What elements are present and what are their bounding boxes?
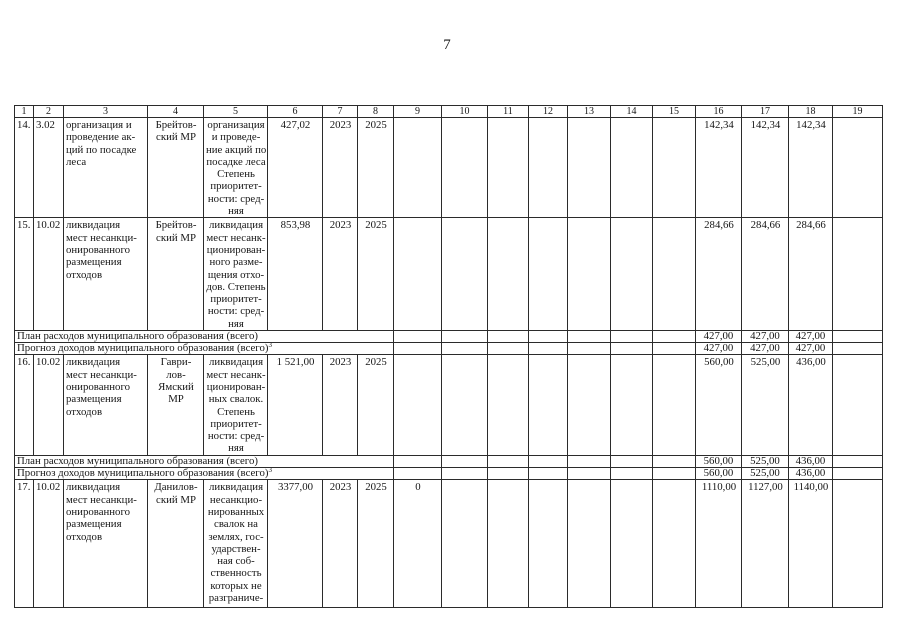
empty-cell xyxy=(394,355,442,456)
empty-cell xyxy=(394,343,442,355)
empty-cell xyxy=(611,468,653,480)
amount-cell: 560,00 xyxy=(696,468,742,480)
row-number-cell: 14. xyxy=(15,118,34,218)
empty-cell xyxy=(529,355,568,456)
footnote-mark: 3 xyxy=(268,467,272,475)
column-header-1: 1 xyxy=(15,106,34,118)
summary-row xyxy=(15,343,883,355)
data-table xyxy=(14,105,883,608)
amount-cell: 436,00 xyxy=(789,468,833,480)
empty-cell xyxy=(653,343,696,355)
summary-label-cell xyxy=(15,343,394,355)
header-row xyxy=(15,106,883,118)
empty-cell xyxy=(833,456,883,468)
empty-cell xyxy=(653,355,696,456)
empty-cell xyxy=(611,355,653,456)
amount-cell: 560,00 xyxy=(696,355,742,456)
empty-cell xyxy=(611,331,653,343)
table-row xyxy=(15,118,883,218)
amount-cell: 1127,00 xyxy=(742,480,789,608)
empty-cell xyxy=(833,355,883,456)
cost-cell: 3377,00 xyxy=(268,480,323,608)
empty-cell xyxy=(442,118,488,218)
code-cell: 10.02 xyxy=(34,480,64,608)
empty-cell xyxy=(611,118,653,218)
column-header-6: 6 xyxy=(268,106,323,118)
empty-cell xyxy=(442,355,488,456)
column-header-19: 19 xyxy=(833,106,883,118)
empty-cell xyxy=(653,456,696,468)
summary-row xyxy=(15,468,883,480)
summary-label: План расходов муниципального образования (всего) xyxy=(17,330,258,343)
empty-cell xyxy=(442,343,488,355)
column-header-2: 2 xyxy=(34,106,64,118)
cost-cell: 427,02 xyxy=(268,118,323,218)
table-row xyxy=(15,218,883,331)
summary-label-cell xyxy=(15,331,394,343)
amount-cell: 427,00 xyxy=(789,343,833,355)
row-number-cell: 17. xyxy=(15,480,34,608)
column-header-9: 9 xyxy=(394,106,442,118)
empty-cell xyxy=(394,218,442,331)
empty-cell xyxy=(568,468,611,480)
municipality-cell: Брейтов- ский МР xyxy=(148,118,204,218)
column-header-7: 7 xyxy=(323,106,358,118)
empty-cell xyxy=(833,118,883,218)
empty-cell xyxy=(488,118,529,218)
column-header-3: 3 xyxy=(64,106,148,118)
column-header-10: 10 xyxy=(442,106,488,118)
amount-cell: 1140,00 xyxy=(789,480,833,608)
table-row xyxy=(15,480,883,608)
empty-cell xyxy=(833,218,883,331)
empty-cell xyxy=(833,480,883,608)
end-year-cell: 2025 xyxy=(358,480,394,608)
empty-cell xyxy=(529,480,568,608)
municipality-cell: Данилов- ский МР xyxy=(148,480,204,608)
amount-cell: 427,00 xyxy=(742,343,789,355)
empty-cell xyxy=(394,456,442,468)
empty-cell xyxy=(529,331,568,343)
empty-cell xyxy=(529,343,568,355)
column-header-12: 12 xyxy=(529,106,568,118)
empty-cell xyxy=(653,118,696,218)
summary-row xyxy=(15,456,883,468)
municipality-cell: Гаври- лов- Ямский МР xyxy=(148,355,204,456)
column-header-5: 5 xyxy=(204,106,268,118)
row-number-cell: 16. xyxy=(15,355,34,456)
amount-cell: 525,00 xyxy=(742,355,789,456)
column-header-16: 16 xyxy=(696,106,742,118)
amount-cell: 142,34 xyxy=(696,118,742,218)
empty-cell xyxy=(442,468,488,480)
start-year-cell: 2023 xyxy=(323,480,358,608)
amount-cell: 142,34 xyxy=(789,118,833,218)
column-header-15: 15 xyxy=(653,106,696,118)
empty-cell xyxy=(611,218,653,331)
empty-cell xyxy=(529,456,568,468)
amount-cell: 525,00 xyxy=(742,468,789,480)
column-header-18: 18 xyxy=(789,106,833,118)
empty-cell xyxy=(488,456,529,468)
end-year-cell: 2025 xyxy=(358,118,394,218)
code-cell: 10.02 xyxy=(34,218,64,331)
empty-cell xyxy=(568,218,611,331)
column-header-8: 8 xyxy=(358,106,394,118)
amount-cell: 427,00 xyxy=(742,331,789,343)
summary-row xyxy=(15,331,883,343)
amount-cell: 0 xyxy=(394,480,442,608)
description-cell: ликвидация мест несанк- ционирован- ных свалок. Степень приоритет- ности: сред- няя xyxy=(204,355,268,456)
empty-cell xyxy=(442,218,488,331)
cost-cell: 1 521,00 xyxy=(268,355,323,456)
empty-cell xyxy=(488,218,529,331)
empty-cell xyxy=(488,331,529,343)
empty-cell xyxy=(568,456,611,468)
summary-label: План расходов муниципального образования (всего) xyxy=(17,455,258,468)
empty-cell xyxy=(653,218,696,331)
description-cell: организация и проведе- ние акций по посадке леса Степень приоритет- ности: сред- няя xyxy=(204,118,268,218)
empty-cell xyxy=(833,468,883,480)
amount-cell: 436,00 xyxy=(789,456,833,468)
amount-cell: 284,66 xyxy=(789,218,833,331)
start-year-cell: 2023 xyxy=(323,355,358,456)
empty-cell xyxy=(442,480,488,608)
activity-cell: ликвидация мест несанкци- онированного размещения отходов xyxy=(64,355,148,456)
column-header-13: 13 xyxy=(568,106,611,118)
summary-label: Прогноз доходов муниципального образования (всего) xyxy=(17,342,269,355)
row-number-cell: 15. xyxy=(15,218,34,331)
empty-cell xyxy=(488,343,529,355)
empty-cell xyxy=(568,355,611,456)
empty-cell xyxy=(568,343,611,355)
summary-label-cell xyxy=(15,456,394,468)
amount-cell: 525,00 xyxy=(742,456,789,468)
column-header-14: 14 xyxy=(611,106,653,118)
empty-cell xyxy=(833,343,883,355)
empty-cell xyxy=(653,480,696,608)
amount-cell: 427,00 xyxy=(696,331,742,343)
empty-cell xyxy=(442,331,488,343)
end-year-cell: 2025 xyxy=(358,355,394,456)
cost-cell: 853,98 xyxy=(268,218,323,331)
code-cell: 10.02 xyxy=(34,355,64,456)
empty-cell xyxy=(833,331,883,343)
empty-cell xyxy=(529,118,568,218)
amount-cell: 1110,00 xyxy=(696,480,742,608)
empty-cell xyxy=(394,468,442,480)
amount-cell: 284,66 xyxy=(742,218,789,331)
amount-cell: 560,00 xyxy=(696,456,742,468)
column-header-11: 11 xyxy=(488,106,529,118)
empty-cell xyxy=(529,468,568,480)
end-year-cell: 2025 xyxy=(358,218,394,331)
amount-cell: 142,34 xyxy=(742,118,789,218)
activity-cell: организация и проведение ак- ций по посадке леса xyxy=(64,118,148,218)
empty-cell xyxy=(611,343,653,355)
summary-label: Прогноз доходов муниципального образования (всего) xyxy=(17,467,269,480)
empty-cell xyxy=(568,480,611,608)
empty-cell xyxy=(568,118,611,218)
description-cell: ликвидация несанкцио- нированных свалок на землях, гос- ударствен- ная соб- ственность которых не разграниче- xyxy=(204,480,268,608)
amount-cell: 427,00 xyxy=(696,343,742,355)
empty-cell xyxy=(394,118,442,218)
description-cell: ликвидация мест несанк- ционирован- ного разме- щения отхо- дов. Степень приоритет- ности: сред- няя xyxy=(204,218,268,331)
empty-cell xyxy=(488,355,529,456)
empty-cell xyxy=(488,468,529,480)
empty-cell xyxy=(568,331,611,343)
code-cell: 3.02 xyxy=(34,118,64,218)
empty-cell xyxy=(611,480,653,608)
empty-cell xyxy=(488,480,529,608)
municipality-cell: Брейтов- ский МР xyxy=(148,218,204,331)
column-header-17: 17 xyxy=(742,106,789,118)
summary-label-cell xyxy=(15,468,394,480)
empty-cell xyxy=(611,456,653,468)
table-row xyxy=(15,355,883,456)
empty-cell xyxy=(529,218,568,331)
empty-cell xyxy=(653,331,696,343)
empty-cell xyxy=(394,331,442,343)
empty-cell xyxy=(442,456,488,468)
activity-cell: ликвидация мест несанкци- онированного размещения отходов xyxy=(64,218,148,331)
column-header-4: 4 xyxy=(148,106,204,118)
amount-cell: 436,00 xyxy=(789,355,833,456)
start-year-cell: 2023 xyxy=(323,218,358,331)
page-number: 7 xyxy=(443,37,451,53)
footnote-mark: 3 xyxy=(268,342,272,350)
start-year-cell: 2023 xyxy=(323,118,358,218)
amount-cell: 427,00 xyxy=(789,331,833,343)
activity-cell: ликвидация мест несанкци- онированного размещения отходов xyxy=(64,480,148,608)
amount-cell: 284,66 xyxy=(696,218,742,331)
empty-cell xyxy=(653,468,696,480)
